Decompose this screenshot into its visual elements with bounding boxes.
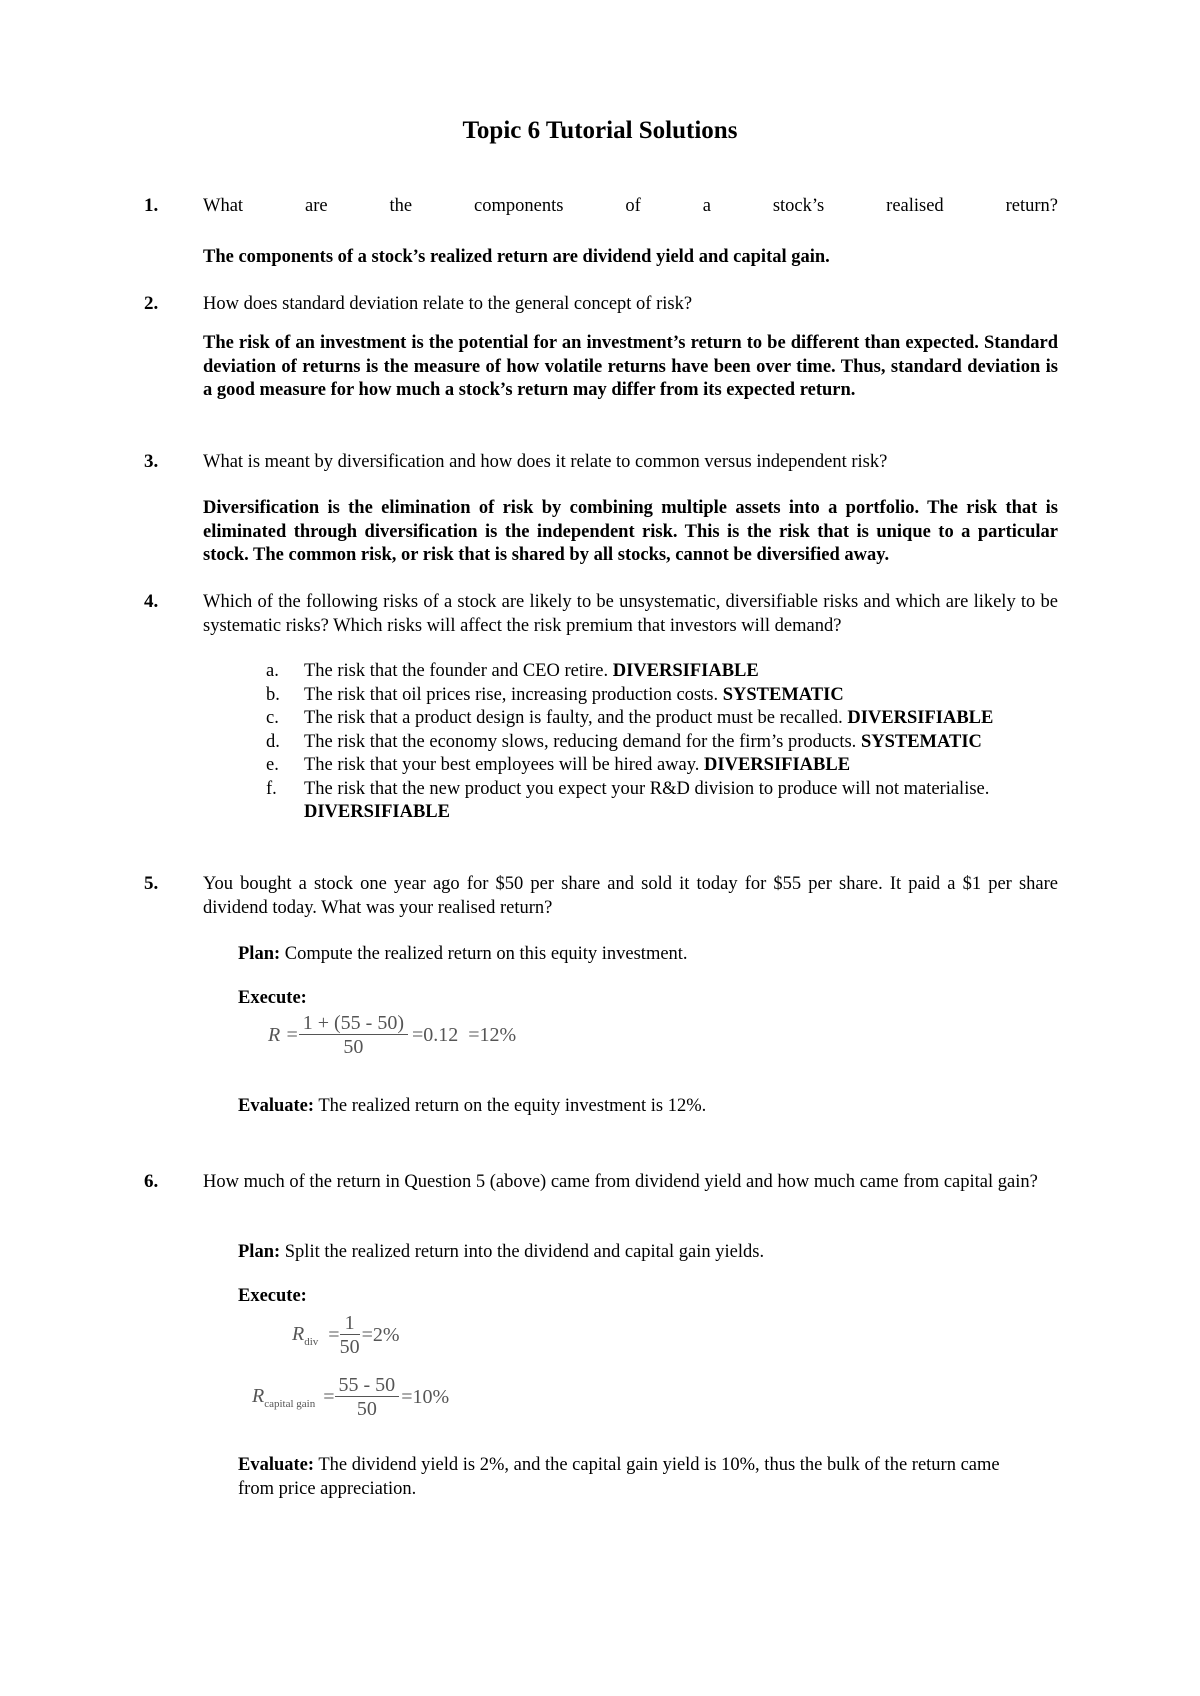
q5-evaluate: Evaluate: The realized return on the equity investment is 12%. — [238, 1096, 707, 1116]
q6-dividend-equation: $R_{div}$ = $\frac{1}{50}$ =2% — [292, 1312, 400, 1358]
page-title: Topic 6 Tutorial Solutions — [462, 117, 738, 144]
q5-plan: Plan: Compute the realized return on this equity investment. — [238, 944, 688, 964]
question-1-text: What are the components of a stock’s realised return? — [203, 196, 1058, 216]
q6-plan: Plan: Split the realized return into the dividend and capital gain yields. — [238, 1242, 765, 1262]
answer-2: The risk of an investment is the potential for an investment’s return to be different than expected. Standard deviation of returns is the measure of how volatile returns have been over time. Thus, standard deviation is a good measure for how much a stock’s return may differ from its expected return. — [203, 333, 1058, 400]
question-4-number: 4. — [144, 591, 159, 612]
list-item: f. The risk that the new product you expect your R&D division to produce will not materialise. DIVERSIFIABLE — [266, 778, 990, 822]
list-item: b. The risk that oil prices rise, increasing production costs. SYSTEMATIC — [266, 684, 844, 705]
question-6-text: How much of the return in Question 5 (above) came from dividend yield and how much came from capital gain? — [203, 1172, 1038, 1192]
question-3-number: 3. — [144, 451, 159, 472]
answer-1: The components of a stock’s realized return are dividend yield and capital gain. — [203, 247, 830, 267]
answer-3: Diversification is the elimination of risk by combining multiple assets into a portfolio. The risk that is eliminated through diversification is the independent risk. This is the risk that is unique to a particular stock. The common risk, or risk that is shared by all stocks, cannot be diversified away. — [203, 498, 1058, 565]
question-4-text: Which of the following risks of a stock are likely to be unsystematic, diversifiable risks and which are likely to be systematic risks? Which risks will affect the risk premium that investors will demand? — [203, 592, 1058, 636]
question-1-number: 1. — [144, 195, 159, 216]
question-2-text: How does standard deviation relate to the general concept of risk? — [203, 294, 693, 314]
q6-evaluate: Evaluate: The dividend yield is 2%, and the capital gain yield is 10%, thus the bulk of the return came from price appreciation. — [238, 1455, 1000, 1499]
list-item: d. The risk that the economy slows, reducing demand for the firm’s products. SYSTEMATIC — [266, 731, 982, 752]
list-item: c. The risk that a product design is faulty, and the product must be recalled. DIVERSIFIABLE — [266, 708, 994, 728]
q6-execute-label: Execute: — [238, 1286, 307, 1306]
q6-capital-gain-equation: $R_{capital gain}$ = $\frac{55 - 50}{50}$ =10% — [252, 1374, 450, 1420]
question-5-number: 5. — [144, 873, 159, 894]
risk-list — [266, 660, 1096, 825]
list-item: a. The risk that the founder and CEO retire. DIVERSIFIABLE — [266, 661, 759, 681]
question-3-text: What is meant by diversification and how does it relate to common versus independent risk? — [203, 452, 888, 472]
q5-execute-label: Execute: — [238, 988, 307, 1008]
question-2-number: 2. — [144, 293, 159, 314]
q5-return-equation: R = $\frac{1 + (55 - 50)}{50}$ =0.12 =12% — [268, 1012, 517, 1058]
question-6-number: 6. — [144, 1171, 159, 1192]
list-item: e. The risk that your best employees will be hired away. DIVERSIFIABLE — [266, 755, 851, 775]
question-5-text: You bought a stock one year ago for $50 per share and sold it today for $55 per share. It paid a $1 per share dividend today. What was your realised return? — [203, 874, 1058, 918]
